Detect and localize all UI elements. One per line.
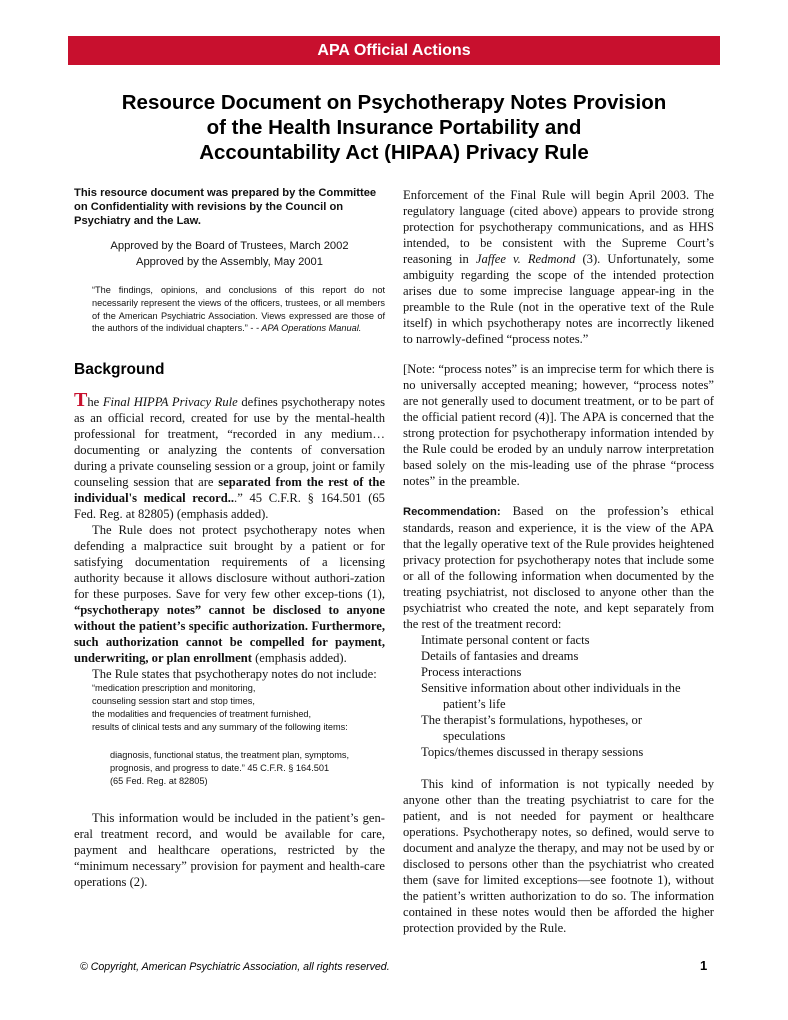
r1-text-a: Enforcement of the Final Rule will begin April 2003. The regulatory language (cited above) appears to provide strong protection for psychotherapy communications, and as HHS intended, to be consistent with the Supreme Court’s reasoning in bbox=[403, 188, 714, 266]
drop-cap: T bbox=[74, 388, 88, 411]
approval-board: Approved by the Board of Trustees, March 2002 bbox=[110, 240, 349, 253]
page-number: 1 bbox=[700, 958, 708, 973]
list-item bbox=[421, 632, 714, 648]
recommendation-paragraph bbox=[403, 503, 714, 632]
protected-info-list bbox=[403, 632, 714, 760]
list-item bbox=[421, 648, 714, 664]
case-citation: Jaffee v. Redmond bbox=[475, 252, 576, 266]
left-column bbox=[74, 187, 385, 890]
disclaimer-quote bbox=[92, 284, 385, 334]
background-paragraph-3: The Rule states that psychotherapy notes do not include: bbox=[92, 666, 377, 681]
enforcement-paragraph bbox=[403, 187, 714, 347]
right-column bbox=[403, 187, 714, 936]
list-item bbox=[421, 664, 714, 680]
r1-text-b: (3). Unfortunately, some ambiguity regarding the scope of the intended protection arises due to some imprecise language appear-ing in the preamble to the Rule (not in the operative text of the Rule itself) in which psychotherapy notes are incorrectly likened to narrowly-defined “process notes.” bbox=[403, 252, 714, 346]
background-paragraph-2 bbox=[74, 522, 385, 666]
list-item bbox=[421, 712, 714, 744]
list-item bbox=[421, 744, 714, 760]
title-line: Resource Document on Psychotherapy Notes Provision bbox=[121, 91, 667, 114]
approval-block bbox=[74, 238, 385, 270]
list-item-text: Topics/themes discussed in therapy sessions bbox=[421, 745, 644, 759]
list-item bbox=[421, 680, 714, 712]
list-item-text: Process interactions bbox=[421, 665, 522, 679]
p1-italic: Final HIPPA Privacy Rule bbox=[102, 394, 238, 409]
title-line: of the Health Insurance Portability and bbox=[206, 116, 582, 139]
p2-text: The Rule does not protect psychotherapy notes when defending a malpractice suit brought by a patient or for satisfying documentation requirements of a licensing authority because it allows disclosure without authori-zation for these purposes. Save for very few other excep-tions (1), bbox=[74, 522, 385, 601]
cfr-quote bbox=[92, 682, 385, 735]
list-item-continuation: speculations bbox=[443, 729, 506, 743]
background-paragraph-4: This information would be included in the patient’s gen-eral treatment record, and would be available for care, payment and healthcare operations, restricted by the “minimum necessary” provision for payment and health-care operations (2). bbox=[74, 811, 385, 890]
p2-bold: “psychotherapy notes” cannot be disclosed to anyone without the patient’s specific authorization. Furthermore, such authorization cannot be compelled for payment, underwriting, or plan enrollment bbox=[74, 602, 385, 665]
p1-bold: separated from the rest of the individual's medical record.. bbox=[74, 474, 385, 505]
cfr-line: the modalities and frequencies of treatment furnished, bbox=[92, 709, 312, 720]
p1-text: defines psychotherapy notes as an official record, created for use by the mental-health professional for treatment, “recorded in any medium…documenting or analyzing the contents of conversation during a private counseling session or a group, joint or family counseling session that are bbox=[74, 394, 385, 489]
title-line: Accountability Act (HIPAA) Privacy Rule bbox=[199, 141, 589, 164]
closing-paragraph: This kind of information is not typically needed by anyone other than the treating psychiatrist to care for the patient, and is not needed for payment or healthcare operations. Psychotherapy notes, so defined, would serve to document and analyze the therapy, and may not be used by or disclosed to persons other than the psychiatrist who created them (save for limited exceptions—see footnote 1), without the patient’s written authorization to do so. The information contained in these notes would then be afforded the higher protection provided by the Rule. bbox=[403, 777, 714, 935]
cfr-line: “medication prescription and monitoring, bbox=[92, 682, 256, 693]
section-banner: APA Official Actions bbox=[68, 36, 720, 65]
cfr-line: results of clinical tests and any summary of the following items: bbox=[92, 722, 348, 733]
list-item-text: Intimate personal content or facts bbox=[421, 633, 590, 647]
approval-assembly: Approved by the Assembly, May 2001 bbox=[136, 256, 323, 269]
cfr-line: counseling session start and stop times, bbox=[92, 695, 255, 706]
disclaimer-source: - APA Operations Manual. bbox=[255, 323, 362, 334]
list-item-text: Sensitive information about other individuals in the bbox=[421, 681, 681, 695]
document-title bbox=[60, 90, 728, 165]
list-item-text: The therapist’s formulations, hypotheses, or bbox=[421, 713, 643, 727]
cfr-quote-items bbox=[110, 749, 385, 789]
prepared-by-note: This resource document was prepared by the Committee on Confidentiality with revisions by the Council on Psychiatry and the Law. bbox=[74, 187, 377, 227]
cfr-line: (65 Fed. Reg. at 82805) bbox=[110, 775, 208, 786]
cfr-line: diagnosis, functional status, the treatment plan, symptoms, bbox=[110, 749, 349, 760]
recommendation-text: Based on the profession’s ethical standards, reason and experience, it is the view of the APA that the legally operative text of the Rule provides heightened privacy protection for psychotherapy notes that include some or all of the following information when documented by the treating psychiatrist, not disclosed to anyone other than the psychiatrist who created the note, and kept separately from the rest of the treatment record: bbox=[403, 504, 714, 631]
list-item-text: Details of fantasies and dreams bbox=[421, 649, 579, 663]
recommendation-label: Recommendation: bbox=[403, 506, 501, 518]
background-heading: Background bbox=[74, 360, 165, 378]
process-notes-paragraph: [Note: “process notes” is an imprecise term for which there is no universally accepted meaning; however, “process notes” are not generally used to document treatment, or to be part of the official patient record (4)]. The APA is concerned that the strong protection for psychotherapy information intended by the Rule could be eroded by an unduly narrow interpretation based solely on the mis-leading use of the phrase “process notes” in the preamble. bbox=[403, 362, 714, 488]
cfr-line: prognosis, and progress to date.” 45 C.F.R. § 164.501 bbox=[110, 762, 330, 773]
background-paragraph-1 bbox=[74, 388, 385, 522]
disclaimer-text: “The findings, opinions, and conclusions of this report do not necessarily represent the views of the officers, trustees, or all members of the American Psychiatric Association. Views expressed are those of the authors of the individual chapters.” - bbox=[92, 285, 385, 334]
p1-tail: .” 45 C.F.R. § 164.501 (65 Fed. Reg. at 82805) (emphasis added). bbox=[74, 490, 385, 521]
list-item-continuation: patient’s life bbox=[443, 697, 506, 711]
copyright-notice: © Copyright, American Psychiatric Association, all rights reserved. bbox=[80, 961, 390, 973]
p2-tail: (emphasis added). bbox=[251, 650, 347, 665]
p1-he: he bbox=[87, 394, 103, 409]
